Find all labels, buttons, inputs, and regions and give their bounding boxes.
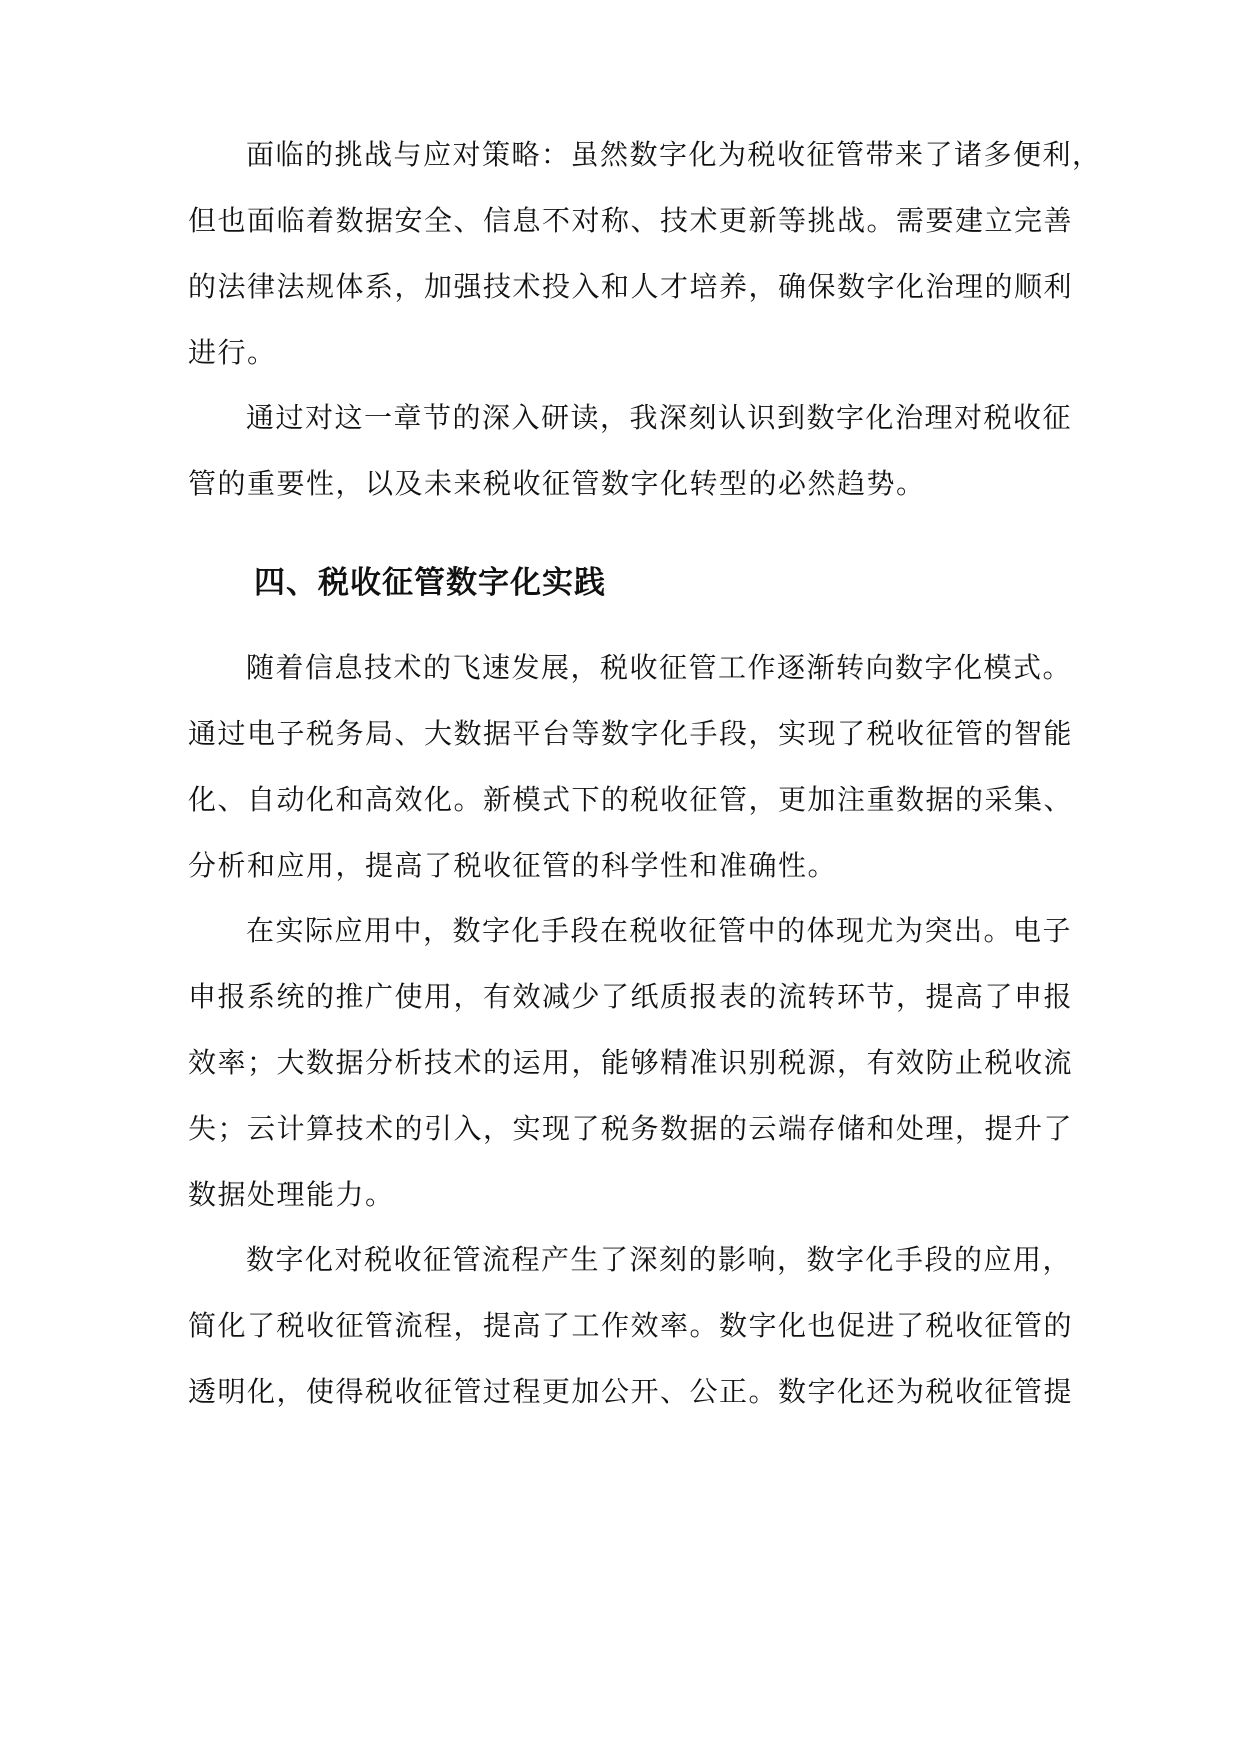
paragraph-4-line-1: 在实际应用中，数字化手段在税收征管中的体现尤为突出。电子 (246, 914, 1073, 947)
paragraph-5-line-3: 透明化，使得税收征管过程更加公开、公正。数字化还为税收征管提 (188, 1375, 1074, 1408)
paragraph-3-line-4: 分析和应用，提高了税收征管的科学性和准确性。 (188, 849, 838, 882)
paragraph-1-line-1: 面临的挑战与应对策略：虽然数字化为税收征管带来了诸多便利， (246, 138, 1102, 171)
paragraph-1-line-3: 的法律法规体系，加强技术投入和人才培养，确保数字化治理的顺利 (188, 270, 1074, 303)
paragraph-3-line-2: 通过电子税务局、大数据平台等数字化手段，实现了税收征管的智能 (188, 717, 1074, 750)
paragraph-2-line-2: 管的重要性，以及未来税收征管数字化转型的必然趋势。 (188, 467, 926, 500)
paragraph-5-line-2: 简化了税收征管流程，提高了工作效率。数字化也促进了税收征管的 (188, 1309, 1074, 1342)
paragraph-4-line-5: 数据处理能力。 (188, 1178, 395, 1211)
paragraph-4-line-4: 失；云计算技术的引入，实现了税务数据的云端存储和处理，提升了 (188, 1112, 1074, 1145)
paragraph-1-line-4: 进行。 (188, 336, 277, 369)
paragraph-3-line-1: 随着信息技术的飞速发展，税收征管工作逐渐转向数字化模式。 (246, 651, 1073, 684)
paragraph-3-line-3: 化、自动化和高效化。新模式下的税收征管，更加注重数据的采集、 (188, 783, 1074, 816)
paragraph-4-line-2: 申报系统的推广使用，有效减少了纸质报表的流转环节，提高了申报 (188, 980, 1074, 1013)
paragraph-4-line-3: 效率；大数据分析技术的运用，能够精准识别税源，有效防止税收流 (188, 1046, 1074, 1079)
paragraph-1-line-2: 但也面临着数据安全、信息不对称、技术更新等挑战。需要建立完善 (188, 204, 1074, 237)
section-heading: 四、税收征管数字化实践 (254, 565, 606, 601)
paragraph-2-line-1: 通过对这一章节的深入研读，我深刻认识到数字化治理对税收征 (246, 401, 1073, 434)
paragraph-5-line-1: 数字化对税收征管流程产生了深刻的影响，数字化手段的应用， (246, 1243, 1073, 1276)
